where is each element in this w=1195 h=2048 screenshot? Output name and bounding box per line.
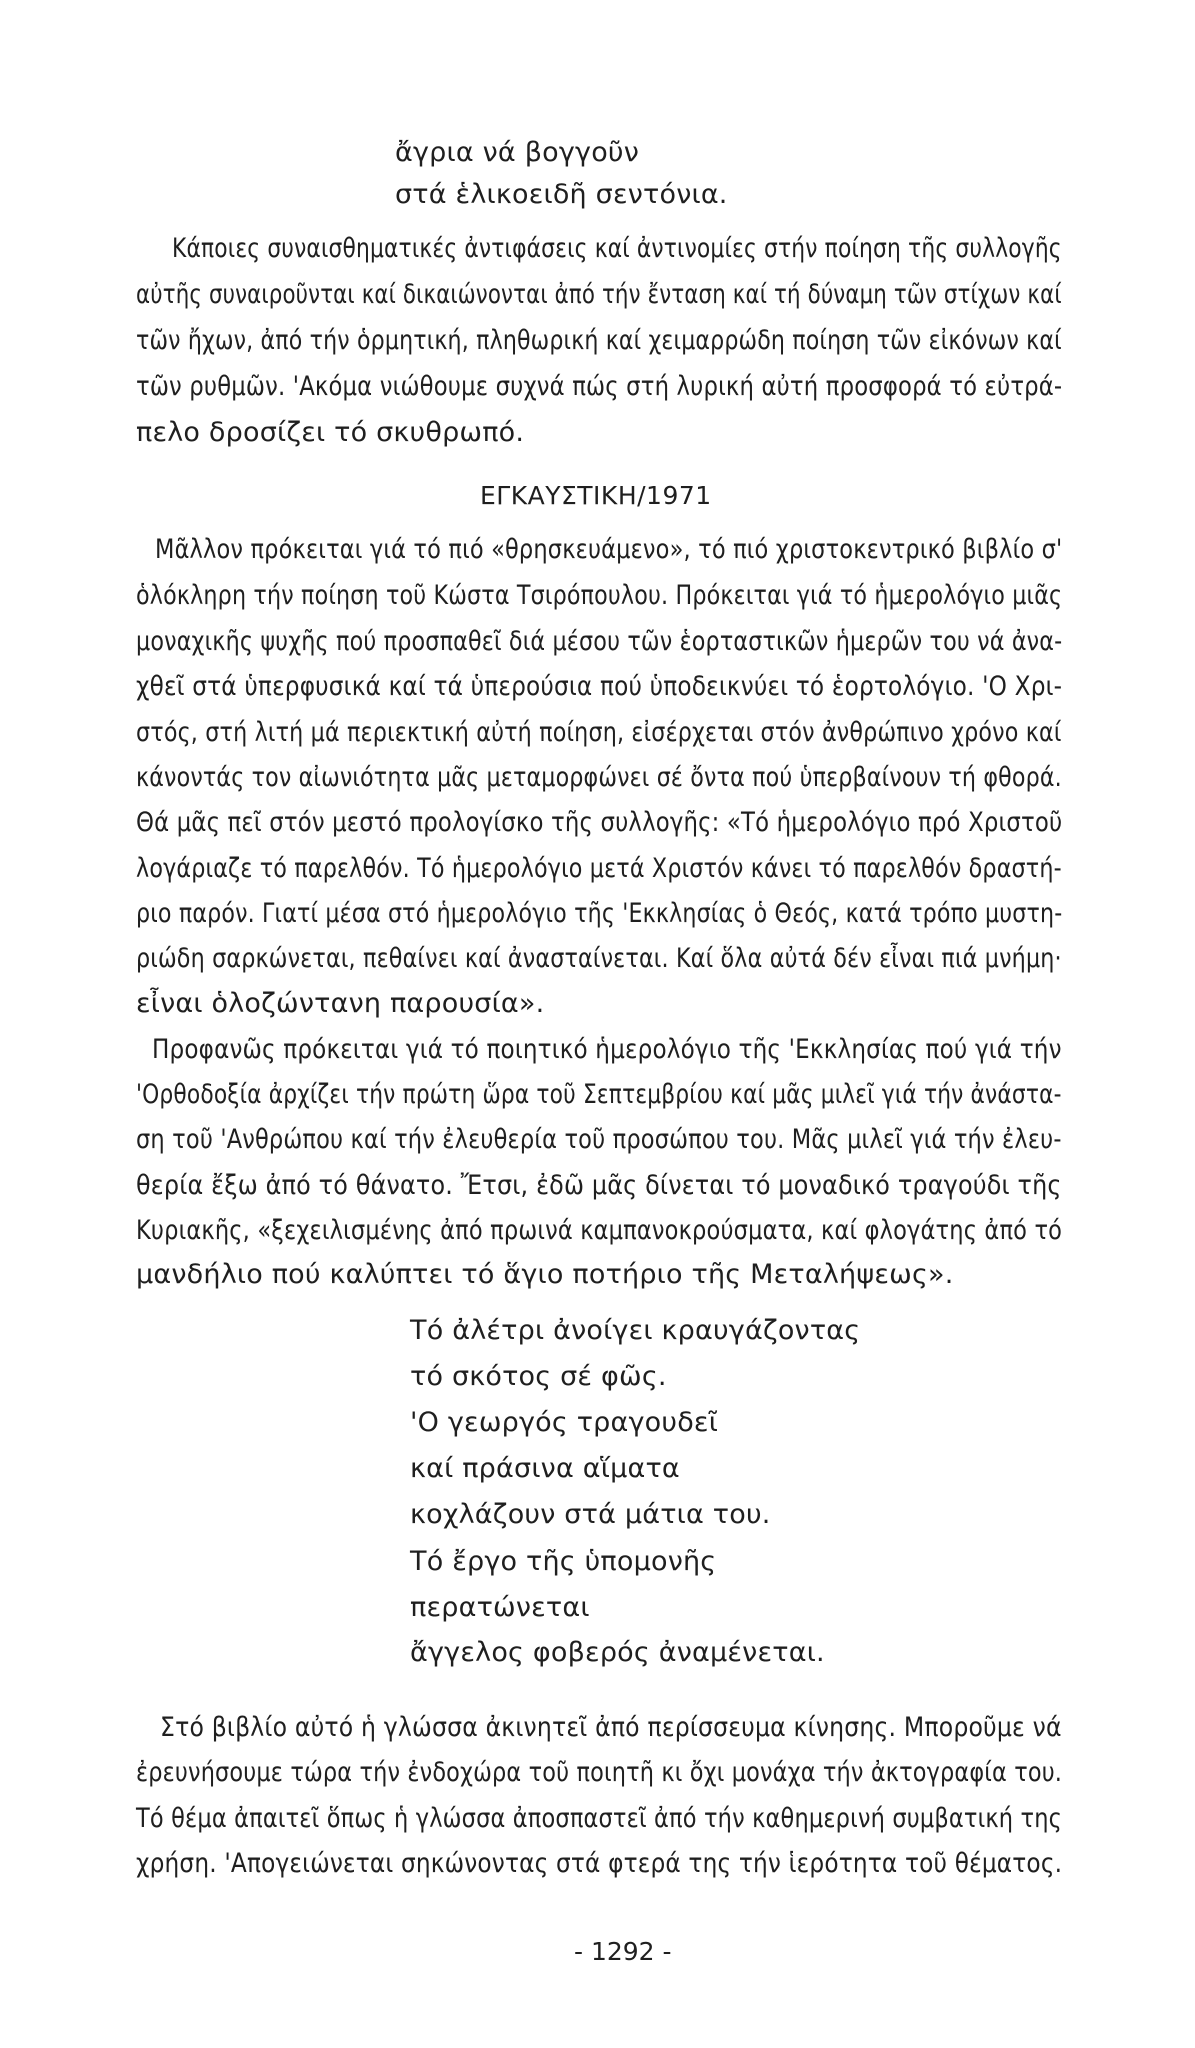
paragraph-line: Στό βιβλίο αὐτό ἡ γλώσσα ἀκινητεῖ ἀπό περίσσευμα κίνησης. Μποροῦμε νά bbox=[160, 1712, 1062, 1743]
poem-top-line: στά ἑλικοειδῆ σεντόνια. bbox=[395, 179, 728, 210]
poem-line: ἄγγελος φοβερός ἀναμένεται. bbox=[410, 1637, 825, 1668]
poem-line: Τό ἔργο τῆς ὑπομονῆς bbox=[410, 1546, 717, 1577]
paragraph-line: Θά μᾶς πεῖ στόν μεστό προλογίσκο τῆς συλλογῆς: «Τό ἡμερολόγιο πρό Χριστοῦ bbox=[136, 807, 1063, 838]
paragraph-line: στός, στή λιτή μά περιεκτική αὐτή ποίηση, εἰσέρχεται στόν ἀνθρώπινο χρόνο καί bbox=[136, 717, 1062, 748]
paragraph-line: χρήση. 'Απογειώνεται σηκώνοντας στά φτερά της τήν ἱερότητα τοῦ θέματος. bbox=[136, 1848, 1063, 1879]
paragraph-line: Προφανῶς πρόκειται γιά τό ποιητικό ἡμερολόγιο τῆς 'Εκκλησίας πού γιά τήν bbox=[152, 1034, 1062, 1065]
paragraph-line: εἶναι ὁλοζώντανη παρουσία». bbox=[136, 988, 545, 1019]
paragraph-line: κάνοντάς τον αἰωνιότητα μᾶς μεταμορφώνει σέ ὄντα πού ὑπερβαίνουν τή φθορά. bbox=[136, 762, 1062, 793]
paragraph-line: μοναχικῆς ψυχῆς πού προσπαθεῖ διά μέσου τῶν ἑορταστικῶν ἡμερῶν του νά ἀνα- bbox=[136, 626, 1063, 657]
paragraph-line: Κυριακῆς, «ξεχειλισμένης ἀπό πρωινά καμπανοκρούσματα, καί φλογάτης ἀπό τό bbox=[136, 1215, 1063, 1246]
paragraph-line: αὐτῆς συναιροῦνται καί δικαιώνονται ἀπό τήν ἔνταση καί τή δύναμη τῶν στίχων καί bbox=[136, 279, 1062, 310]
poem-line: Τό ἀλέτρι ἀνοίγει κραυγάζοντας bbox=[410, 1315, 861, 1346]
paragraph-line: χθεῖ στά ὑπερφυσικά καί τά ὑπερούσια πού ὑποδεικνύει τό ἑορτολόγιο. 'Ο Χρι- bbox=[136, 671, 1063, 702]
poem-top-line: ἄγρια νά βογγοῦν bbox=[395, 137, 640, 168]
paragraph-line: μανδήλιο πού καλύπτει τό ἅγιο ποτήριο τῆς Μεταλήψεως». bbox=[136, 1259, 954, 1290]
paragraph-line: τῶν ἤχων, ἀπό τήν ὁρμητική, πληθωρική καί χειμαρρώδη ποίηση τῶν εἰκόνων καί bbox=[136, 325, 1062, 356]
paragraph-line: ριώδη σαρκώνεται, πεθαίνει καί ἀνασταίνεται. Καί ὅλα αὐτά δέν εἶναι πιά μνήμη· bbox=[136, 943, 1062, 974]
page-number: - 1292 - bbox=[574, 1937, 672, 1966]
paragraph-line: Τό θέμα ἀπαιτεῖ ὅπως ἡ γλώσσα ἀποσπαστεῖ ἀπό τήν καθημερινή συμβατική της bbox=[136, 1803, 1062, 1834]
paragraph-line: τῶν ρυθμῶν. 'Ακόμα νιώθουμε συχνά πώς στή λυρική αὐτή προσφορά τό εὐτρά- bbox=[136, 371, 1063, 402]
paragraph-line: λογάριαζε τό παρελθόν. Τό ἡμερολόγιο μετά Χριστόν κάνει τό παρελθόν δραστή- bbox=[136, 853, 1062, 884]
poem-line: κοχλάζουν στά μάτια του. bbox=[410, 1499, 771, 1530]
poem-line: περατώνεται bbox=[410, 1592, 590, 1623]
paragraph-line: 'Ορθοδοξία ἀρχίζει τήν πρώτη ὥρα τοῦ Σεπτεμβρίου καί μᾶς μιλεῖ γιά τήν ἀνάστα- bbox=[136, 1079, 1062, 1110]
paragraph-line: ὁλόκληρη τήν ποίηση τοῦ Κώστα Τσιρόπουλου. Πρόκειται γιά τό ἡμερολόγιο μιᾶς bbox=[136, 580, 1063, 611]
paragraph-line: Κάποιες συναισθηματικές ἀντιφάσεις καί ἀντινομίες στήν ποίηση τῆς συλλογῆς bbox=[172, 233, 1062, 264]
paragraph-line: Μᾶλλον πρόκειται γιά τό πιό «θρησκευάμενο», τό πιό χριστοκεντρικό βιβλίο σ' bbox=[155, 534, 1063, 565]
paragraph-line: ριο παρόν. Γιατί μέσα στό ἡμερολόγιο τῆς 'Εκκλησίας ὁ Θεός, κατά τρόπο μυστη- bbox=[136, 898, 1063, 929]
poem-line: τό σκότος σέ φῶς. bbox=[410, 1361, 667, 1392]
paragraph-line: ἐρευνήσουμε τώρα τήν ἐνδοχώρα τοῦ ποιητῆ κι ὄχι μονάχα τήν ἀκτογραφία του. bbox=[136, 1757, 1063, 1788]
section-heading: ΕΓΚΑΥΣΤΙΚΗ/1971 bbox=[480, 481, 712, 510]
poem-line: 'Ο γεωργός τραγουδεῖ bbox=[410, 1407, 719, 1438]
paragraph-line: ση τοῦ 'Ανθρώπου καί τήν ἐλευθερία τοῦ προσώπου του. Μᾶς μιλεῖ γιά τήν ἐλευ- bbox=[136, 1124, 1062, 1155]
poem-line: καί πράσινα αἵματα bbox=[410, 1453, 680, 1484]
paragraph-line: πελο δροσίζει τό σκυθρωπό. bbox=[136, 417, 525, 448]
paragraph-line: θερία ἔξω ἀπό τό θάνατο. Ἔτσι, ἐδῶ μᾶς δίνεται τό μοναδικό τραγούδι τῆς bbox=[136, 1170, 1062, 1201]
